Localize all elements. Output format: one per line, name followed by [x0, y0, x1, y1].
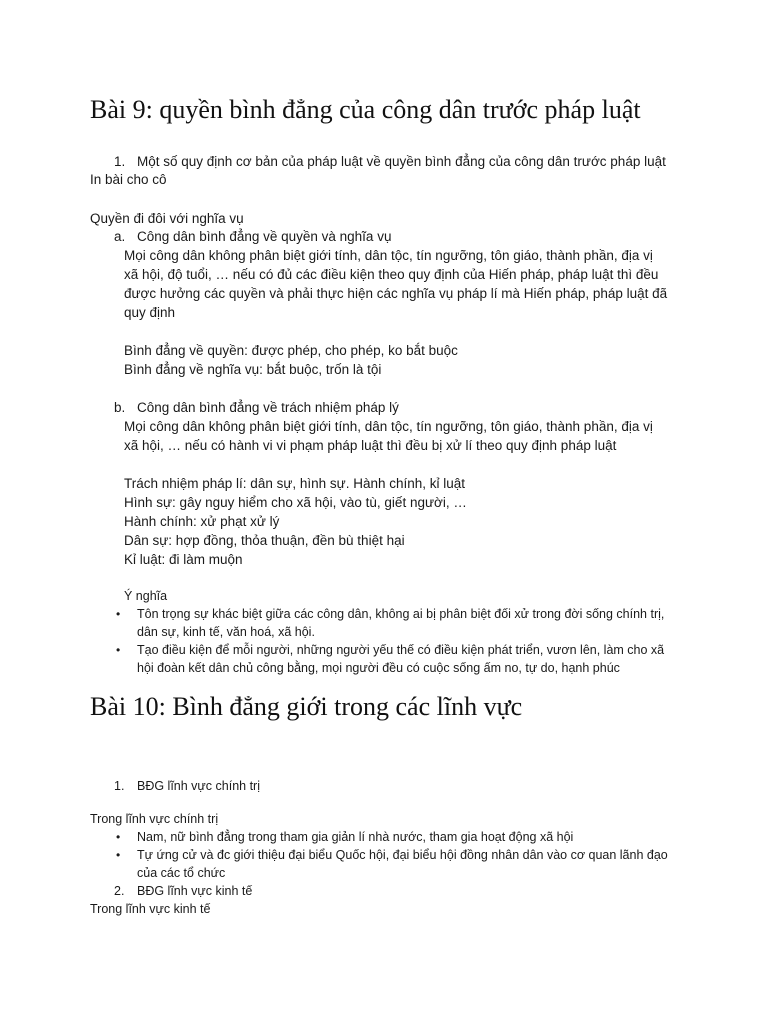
bullet-line: dân sự, kinh tế, văn hoá, xã hội.	[137, 625, 315, 639]
paragraph-line: xã hội, … nếu có hành vi vi phạm pháp luật thì đều bị xử lí theo quy định pháp luật	[124, 438, 617, 453]
section-heading: BĐG lĩnh vực chính trị	[137, 779, 260, 793]
paragraph-line: xã hội, độ tuổi, … nếu có đủ các điều kiện theo quy định của Hiến pháp, pháp luật thì đều	[124, 267, 659, 282]
bullet-icon: •	[116, 607, 121, 621]
section-label: Trong lĩnh vực chính trị	[90, 812, 219, 826]
paragraph-line: quy định	[124, 305, 176, 320]
lesson-9-title: Bài 9: quyền bình đẳng của công dân trước pháp luật	[90, 95, 641, 124]
bullet-icon: •	[116, 643, 121, 657]
bullet-line: Tạo điều kiện để mỗi người, những người yếu thế có điều kiện phát triển, vươn lên, làm cho xã	[137, 643, 665, 657]
paragraph-line: Mọi công dân không phân biệt giới tính, dân tộc, tín ngưỡng, tôn giáo, thành phần, địa vị	[124, 419, 653, 434]
subsection-heading: Công dân bình đẳng về trách nhiệm pháp lý	[137, 400, 399, 415]
bullet-icon: •	[116, 830, 121, 844]
note-line: Dân sự: hợp đồng, thỏa thuận, đền bù thiệt hại	[124, 533, 405, 548]
print-note: In bài cho cô	[90, 172, 167, 187]
note-line: Hình sự: gây nguy hiểm cho xã hội, vào tù, giết người, …	[124, 495, 467, 510]
bullet-line: Nam, nữ bình đẳng trong tham gia giản lí nhà nước, tham gia hoạt động xã hội	[137, 830, 574, 844]
paragraph-line: được hưởng các quyền và phải thực hiện các nghĩa vụ pháp lí mà Hiến pháp, pháp luật đã	[124, 286, 668, 301]
bullet-line: của các tổ chức	[137, 866, 226, 880]
bullet-line: hội đoàn kết dân chủ công bằng, mọi người đều có cuộc sống ấm no, tự do, hạnh phúc	[137, 661, 620, 675]
subsection-heading: Công dân bình đẳng về quyền và nghĩa vụ	[137, 229, 392, 244]
bullet-line: Tôn trọng sự khác biệt giữa các công dân, không ai bị phân biệt đối xử trong đời sống chính trị,	[137, 607, 665, 621]
note-line: Trách nhiệm pháp lí: dân sự, hình sự. Hành chính, kỉ luật	[124, 476, 466, 491]
section-heading: BĐG lĩnh vực kinh tế	[137, 884, 253, 898]
list-number: 1.	[114, 154, 126, 169]
meaning-label: Ý nghĩa	[124, 589, 168, 603]
sub-marker: b.	[114, 400, 126, 415]
paragraph-line: Mọi công dân không phân biệt giới tính, dân tộc, tín ngưỡng, tôn giáo, thành phần, địa vị	[124, 248, 653, 263]
list-number: 1.	[114, 779, 125, 793]
section-label: Trong lĩnh vực kinh tế	[90, 902, 211, 916]
rights-duties-label: Quyền đi đôi với nghĩa vụ	[90, 211, 244, 226]
note-line: Hành chính: xử phạt xử lý	[124, 514, 280, 529]
list-number: 2.	[114, 884, 125, 898]
bullet-line: Tự ứng cử và đc giới thiệu đại biểu Quốc hội, đại biểu hội đồng nhân dân vào cơ quan lãnh đạo	[137, 848, 668, 862]
note-line: Kỉ luật: đi làm muộn	[124, 552, 243, 567]
section-heading: Một số quy định cơ bản của pháp luật về quyền bình đẳng của công dân trước pháp luật	[137, 154, 666, 169]
sub-marker: a.	[114, 229, 126, 244]
note-line: Bình đẳng về quyền: được phép, cho phép, ko bắt buộc	[124, 343, 458, 358]
bullet-icon: •	[116, 848, 121, 862]
lesson-10-title: Bài 10: Bình đẳng giới trong các lĩnh vực	[90, 692, 523, 721]
note-line: Bình đẳng về nghĩa vụ: bắt buộc, trốn là tội	[124, 362, 382, 377]
